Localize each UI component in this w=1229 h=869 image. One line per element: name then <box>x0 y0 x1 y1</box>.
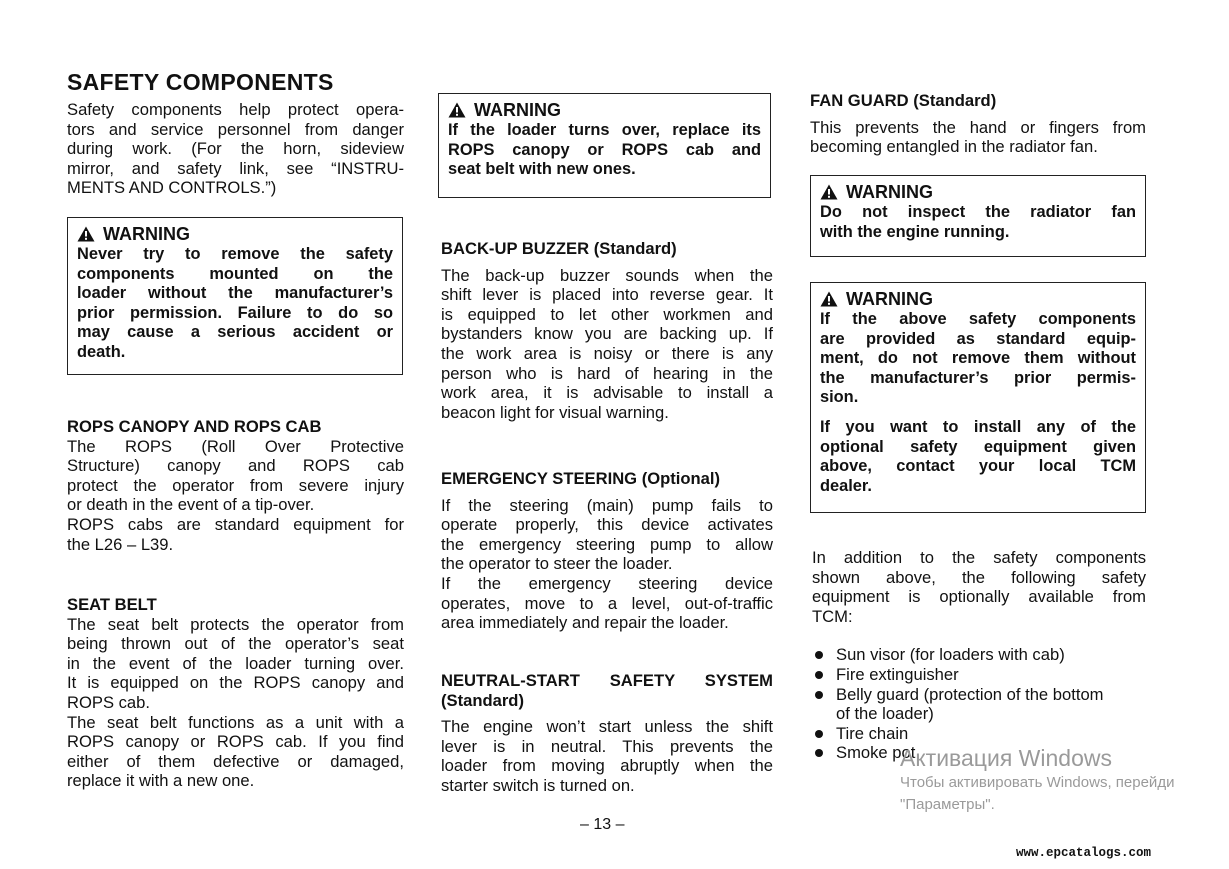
warning-heading <box>448 100 761 120</box>
warning-box-standard-equipment <box>810 282 1146 513</box>
body-line: the L26 – L39. <box>67 534 174 554</box>
fan-guard-section <box>810 91 1146 157</box>
body-line: becoming entangled in the radiator fan. <box>810 137 1098 157</box>
emergency-steering-section <box>441 469 773 633</box>
body-line: beacon light for visual warning. <box>441 402 669 422</box>
warning-line: above, contact your local TCM <box>820 457 1136 476</box>
warning-line: If you want to install any of the <box>820 417 1136 436</box>
section-heading: NEUTRAL-START SAFETY SYSTEM <box>441 671 773 690</box>
body-line: It is equipped on the ROPS canopy and <box>67 673 404 693</box>
warning-line: ROPS canopy or ROPS cab and <box>448 140 761 159</box>
warning-line: loader without the manufacturer’s <box>77 284 393 303</box>
body-line: TCM: <box>812 606 853 626</box>
column-left <box>67 68 404 198</box>
body-line: The ROPS (Roll Over Protective <box>67 436 404 456</box>
body-line: starter switch is turned on. <box>441 775 635 795</box>
warning-line: prior permission. Failure to do so <box>77 303 393 322</box>
intro-paragraph <box>67 100 404 198</box>
intro-line: Safety components help protect opera- <box>67 100 404 119</box>
warning-line: with the engine running. <box>820 222 1010 241</box>
intro-line: mirror, and safety link, see “INSTRU- <box>67 158 404 178</box>
warning-heading <box>820 182 1136 202</box>
section-heading: FAN GUARD (Standard) <box>810 91 997 110</box>
backup-buzzer-section <box>441 239 773 422</box>
section-heading-sub: (Standard) <box>441 690 524 710</box>
body-line: ROPS cabs are standard equipment for <box>67 514 404 534</box>
warning-line: seat belt with new ones. <box>448 160 636 179</box>
list-item-text-continued: of the loader) <box>836 704 934 724</box>
section-heading: SEAT BELT <box>67 595 157 614</box>
body-line: is equipped to let other workmen and <box>441 304 773 324</box>
warning-line: optional safety equipment given <box>820 437 1136 456</box>
warning-triangle-icon <box>77 226 95 242</box>
body-line: or death in the event of a tip-over. <box>67 495 315 515</box>
rops-section <box>67 417 404 554</box>
activation-subtitle: "Параметры". <box>900 796 995 813</box>
warning-heading <box>820 289 1136 309</box>
warning-line: components mounted on the <box>77 264 393 283</box>
body-line: area immediately and repair the loader. <box>441 613 729 633</box>
list-item: Smoke pot <box>812 743 1146 763</box>
activation-title: Активация Windows <box>900 745 1112 771</box>
warning-label: WARNING <box>846 289 933 309</box>
list-item <box>812 685 1146 724</box>
section-heading: EMERGENCY STEERING (Optional) <box>441 469 721 488</box>
warning-line: may cause a serious accident or <box>77 323 393 342</box>
optional-equipment-section <box>812 548 1146 763</box>
warning-triangle-icon <box>820 291 838 307</box>
footer-url: www.epcatalogs.com <box>1016 846 1152 860</box>
body-line: operate properly, this device activates <box>441 515 773 535</box>
list-item: Fire extinguisher <box>812 665 1146 685</box>
warning-box-loader-turns-over <box>438 93 771 198</box>
body-line: person who is hard of hearing in the <box>441 363 773 383</box>
warning-label: WARNING <box>846 182 933 202</box>
warning-line: dealer. <box>820 476 872 495</box>
windows-activation-watermark <box>900 744 1174 816</box>
warning-line: are provided as standard equip- <box>820 329 1136 348</box>
body-line: either of them defective or damaged, <box>67 751 404 771</box>
warning-line: ment, do not remove them without <box>820 349 1136 368</box>
warning-heading <box>77 224 393 244</box>
list-item-text: Belly guard (protection of the bottom <box>836 684 1104 704</box>
warning-line: death. <box>77 342 126 361</box>
body-line: the operator to steer the loader. <box>441 554 673 574</box>
warning-line: If the above safety components <box>820 310 1136 328</box>
body-line: work area, it is advisable to install a <box>441 383 773 403</box>
intro-line: during work. (For the horn, sideview <box>67 139 404 159</box>
warning-line: sion. <box>820 388 859 407</box>
body-line: The seat belt protects the operator from <box>67 614 404 634</box>
intro-line: MENTS AND CONTROLS.”) <box>67 178 277 198</box>
body-line: the work area is noisy or there is any <box>441 343 773 363</box>
body-line: loader from moving abruptly when the <box>441 756 773 776</box>
body-line: protect the operator from severe injury <box>67 475 404 495</box>
body-line: In addition to the safety components <box>812 548 1146 567</box>
body-line: bystanders know you are backing up. If <box>441 324 773 344</box>
activation-subtitle: Чтобы активировать Windows, перейди <box>900 774 1175 791</box>
section-heading: BACK-UP BUZZER (Standard) <box>441 239 677 258</box>
body-line: The seat belt functions as a unit with a <box>67 712 404 732</box>
page-number: – 13 – <box>580 816 625 833</box>
body-line: Structure) canopy and ROPS cab <box>67 456 404 476</box>
warning-label: WARNING <box>103 224 190 244</box>
body-line: replace it with a new one. <box>67 771 255 791</box>
intro-line: tors and service personnel from danger <box>67 119 404 139</box>
warning-line: Do not inspect the radiator fan <box>820 203 1136 221</box>
seat-belt-section <box>67 595 404 791</box>
body-line: shift lever is placed into reverse gear. It <box>441 285 773 305</box>
body-line: The engine won’t start unless the shift <box>441 717 773 737</box>
body-line: in the event of the loader turning over. <box>67 653 404 673</box>
warning-line: If the loader turns over, replace its <box>448 121 761 139</box>
neutral-start-section <box>441 671 773 796</box>
body-line: If the emergency steering device <box>441 573 773 593</box>
body-line: This prevents the hand or fingers from <box>810 117 1146 137</box>
warning-line: the manufacturer’s prior permis- <box>820 368 1136 387</box>
warning-line: Never try to remove the safety <box>77 245 393 263</box>
warning-label: WARNING <box>474 100 561 120</box>
page-title: SAFETY COMPONENTS <box>67 69 334 95</box>
body-line: equipment is optionally available from <box>812 587 1146 607</box>
body-line: being thrown out of the operator’s seat <box>67 634 404 654</box>
body-line: lever is in neutral. This prevents the <box>441 736 773 756</box>
section-heading: ROPS CANOPY AND ROPS CAB <box>67 417 322 436</box>
warning-triangle-icon <box>820 184 838 200</box>
warning-triangle-icon <box>448 102 466 118</box>
body-line: the emergency steering pump to allow <box>441 534 773 554</box>
warning-box-radiator-fan <box>810 175 1146 257</box>
list-item: Tire chain <box>812 724 1146 744</box>
body-line: The back-up buzzer sounds when the <box>441 265 773 285</box>
body-line: operates, move to a level, out-of-traffic <box>441 593 773 613</box>
body-line: shown above, the following safety <box>812 567 1146 587</box>
list-item: Sun visor (for loaders with cab) <box>812 645 1146 665</box>
body-line: ROPS canopy or ROPS cab. If you find <box>67 732 404 752</box>
body-line: If the steering (main) pump fails to <box>441 495 773 515</box>
warning-box-remove-components <box>67 217 403 375</box>
body-line: ROPS cab. <box>67 692 151 712</box>
